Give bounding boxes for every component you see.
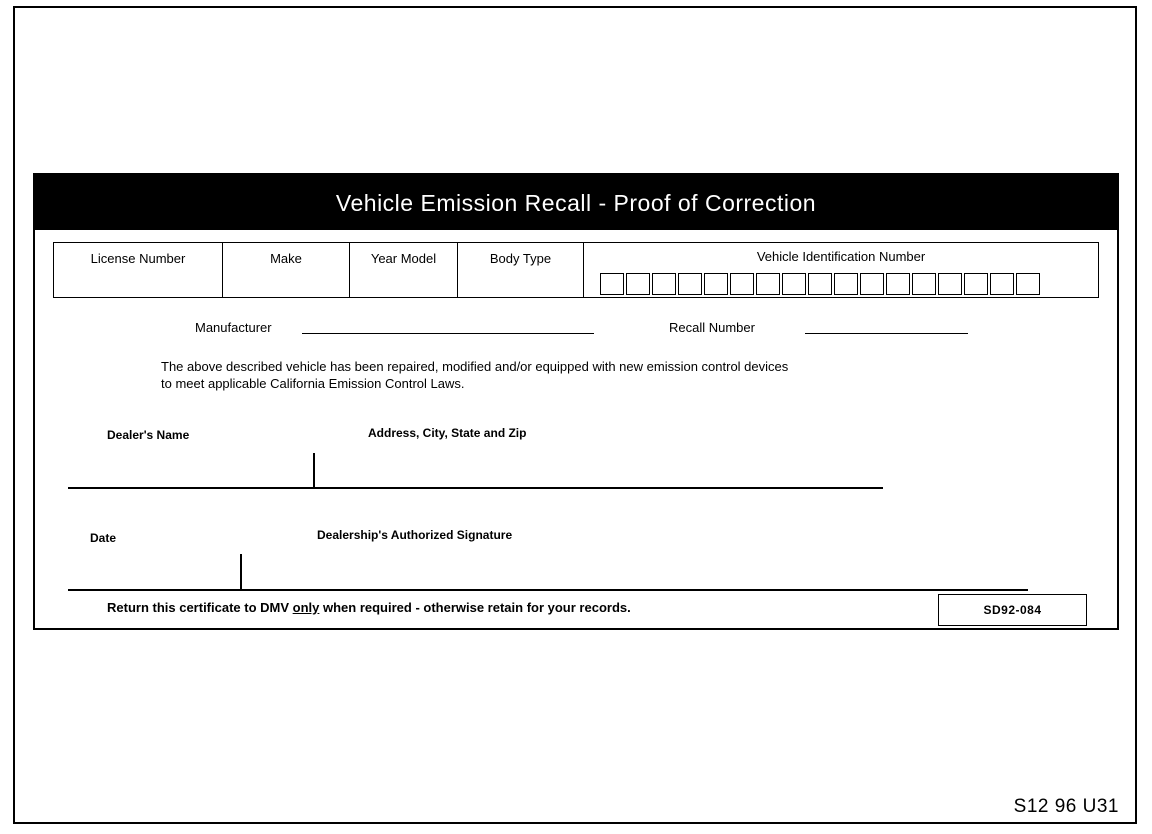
date-signature-line <box>68 589 1028 591</box>
compliance-statement <box>161 358 1041 392</box>
recall-number-line <box>805 333 968 334</box>
vin-character-box <box>860 273 884 295</box>
vin-character-box <box>964 273 988 295</box>
form-code: SD92-084 <box>938 594 1087 626</box>
vin-character-box <box>938 273 962 295</box>
vin-character-box <box>678 273 702 295</box>
license-number-cell <box>54 243 223 297</box>
vin-character-box <box>730 273 754 295</box>
year-model-label: Year Model <box>370 251 437 266</box>
date-label: Date <box>90 531 117 545</box>
vin-box-row <box>600 273 1040 295</box>
vin-character-box <box>808 273 832 295</box>
body-type-cell <box>458 243 584 297</box>
return-instructions-emphasis: only <box>292 600 320 615</box>
vin-cell <box>584 243 1098 297</box>
statement-line-1: The above described vehicle has been repaired, modified and/or equipped with new emission control devices <box>161 359 789 374</box>
manufacturer-line <box>302 333 594 334</box>
vin-character-box <box>886 273 910 295</box>
vin-character-box <box>834 273 858 295</box>
document-code: S12 96 U31 <box>1013 796 1119 817</box>
dealer-divider <box>313 453 315 487</box>
dealer-address-line <box>68 487 883 489</box>
return-instructions-end: when required - otherwise retain for your records. <box>319 600 631 615</box>
vin-label: Vehicle Identification Number <box>756 249 926 264</box>
manufacturer-label: Manufacturer <box>195 320 272 335</box>
vin-character-box <box>652 273 676 295</box>
vin-character-box <box>912 273 936 295</box>
signature-label: Dealership's Authorized Signature <box>317 528 513 542</box>
recall-number-label: Recall Number <box>669 320 755 335</box>
year-model-cell <box>350 243 458 297</box>
date-divider <box>240 554 242 590</box>
address-label: Address, City, State and Zip <box>368 426 527 440</box>
vin-character-box <box>782 273 806 295</box>
return-instructions-start: Return this certificate to DMV <box>107 600 293 615</box>
statement-line-2: to meet applicable California Emission Control Laws. <box>161 376 465 391</box>
make-cell <box>223 243 350 297</box>
dealers-name-label: Dealer's Name <box>107 428 190 442</box>
return-instructions <box>107 600 631 615</box>
body-type-label: Body Type <box>489 251 552 266</box>
make-label: Make <box>270 251 302 266</box>
vin-character-box <box>1016 273 1040 295</box>
vin-character-box <box>990 273 1014 295</box>
vin-character-box <box>756 273 780 295</box>
vin-character-box <box>600 273 624 295</box>
emission-recall-form <box>33 173 1119 630</box>
vehicle-info-table <box>53 242 1099 298</box>
vin-character-box <box>626 273 650 295</box>
form-title: Vehicle Emission Recall - Proof of Correction <box>35 175 1117 230</box>
license-number-label: License Number <box>90 251 186 266</box>
vin-character-box <box>704 273 728 295</box>
